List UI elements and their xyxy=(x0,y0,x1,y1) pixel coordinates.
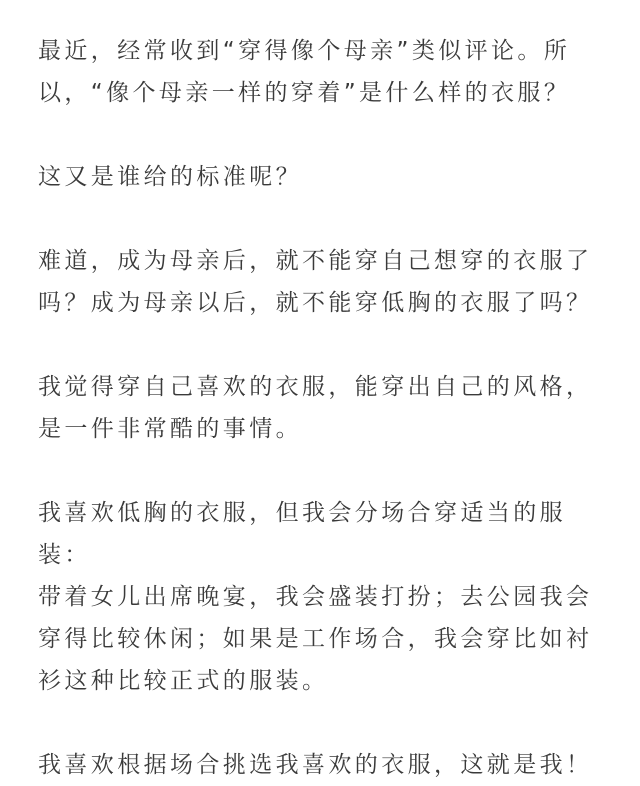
text-line: 我喜欢低胸的衣服，但我会分场合穿适当的服 xyxy=(38,500,566,526)
text-line: 吗？成为母亲以后，就不能穿低胸的衣服了吗？ xyxy=(38,290,593,316)
text-line: 我觉得穿自己喜欢的衣服，能穿出自己的风格， xyxy=(38,374,593,400)
paragraph-3 xyxy=(38,240,608,324)
text-line: 穿得比较休闲；如果是工作场合，我会穿比如衬 xyxy=(38,626,593,652)
text-line: 带着女儿出席晚宴，我会盛装打扮；去公园我会 xyxy=(38,584,593,610)
paragraph-6 xyxy=(38,744,608,786)
text-line: 我喜欢根据场合挑选我喜欢的衣服，这就是我！ xyxy=(38,752,593,778)
text-line: 这又是谁给的标准呢？ xyxy=(38,164,302,190)
text-line: 难道，成为母亲后，就不能穿自己想穿的衣服了 xyxy=(38,248,593,274)
paragraph-1 xyxy=(38,30,608,114)
paragraph-5 xyxy=(38,492,608,702)
text-line: 衫这种比较正式的服装。 xyxy=(38,668,329,694)
paragraph-2 xyxy=(38,156,608,198)
paragraph-4 xyxy=(38,366,608,450)
text-line: 最近，经常收到“穿得像个母亲”类似评论。所 xyxy=(38,38,571,64)
text-line: 以，“像个母亲一样的穿着”是什么样的衣服？ xyxy=(38,80,571,106)
text-line: 是一件非常酷的事情。 xyxy=(38,416,302,442)
text-line: 装： xyxy=(38,542,91,568)
